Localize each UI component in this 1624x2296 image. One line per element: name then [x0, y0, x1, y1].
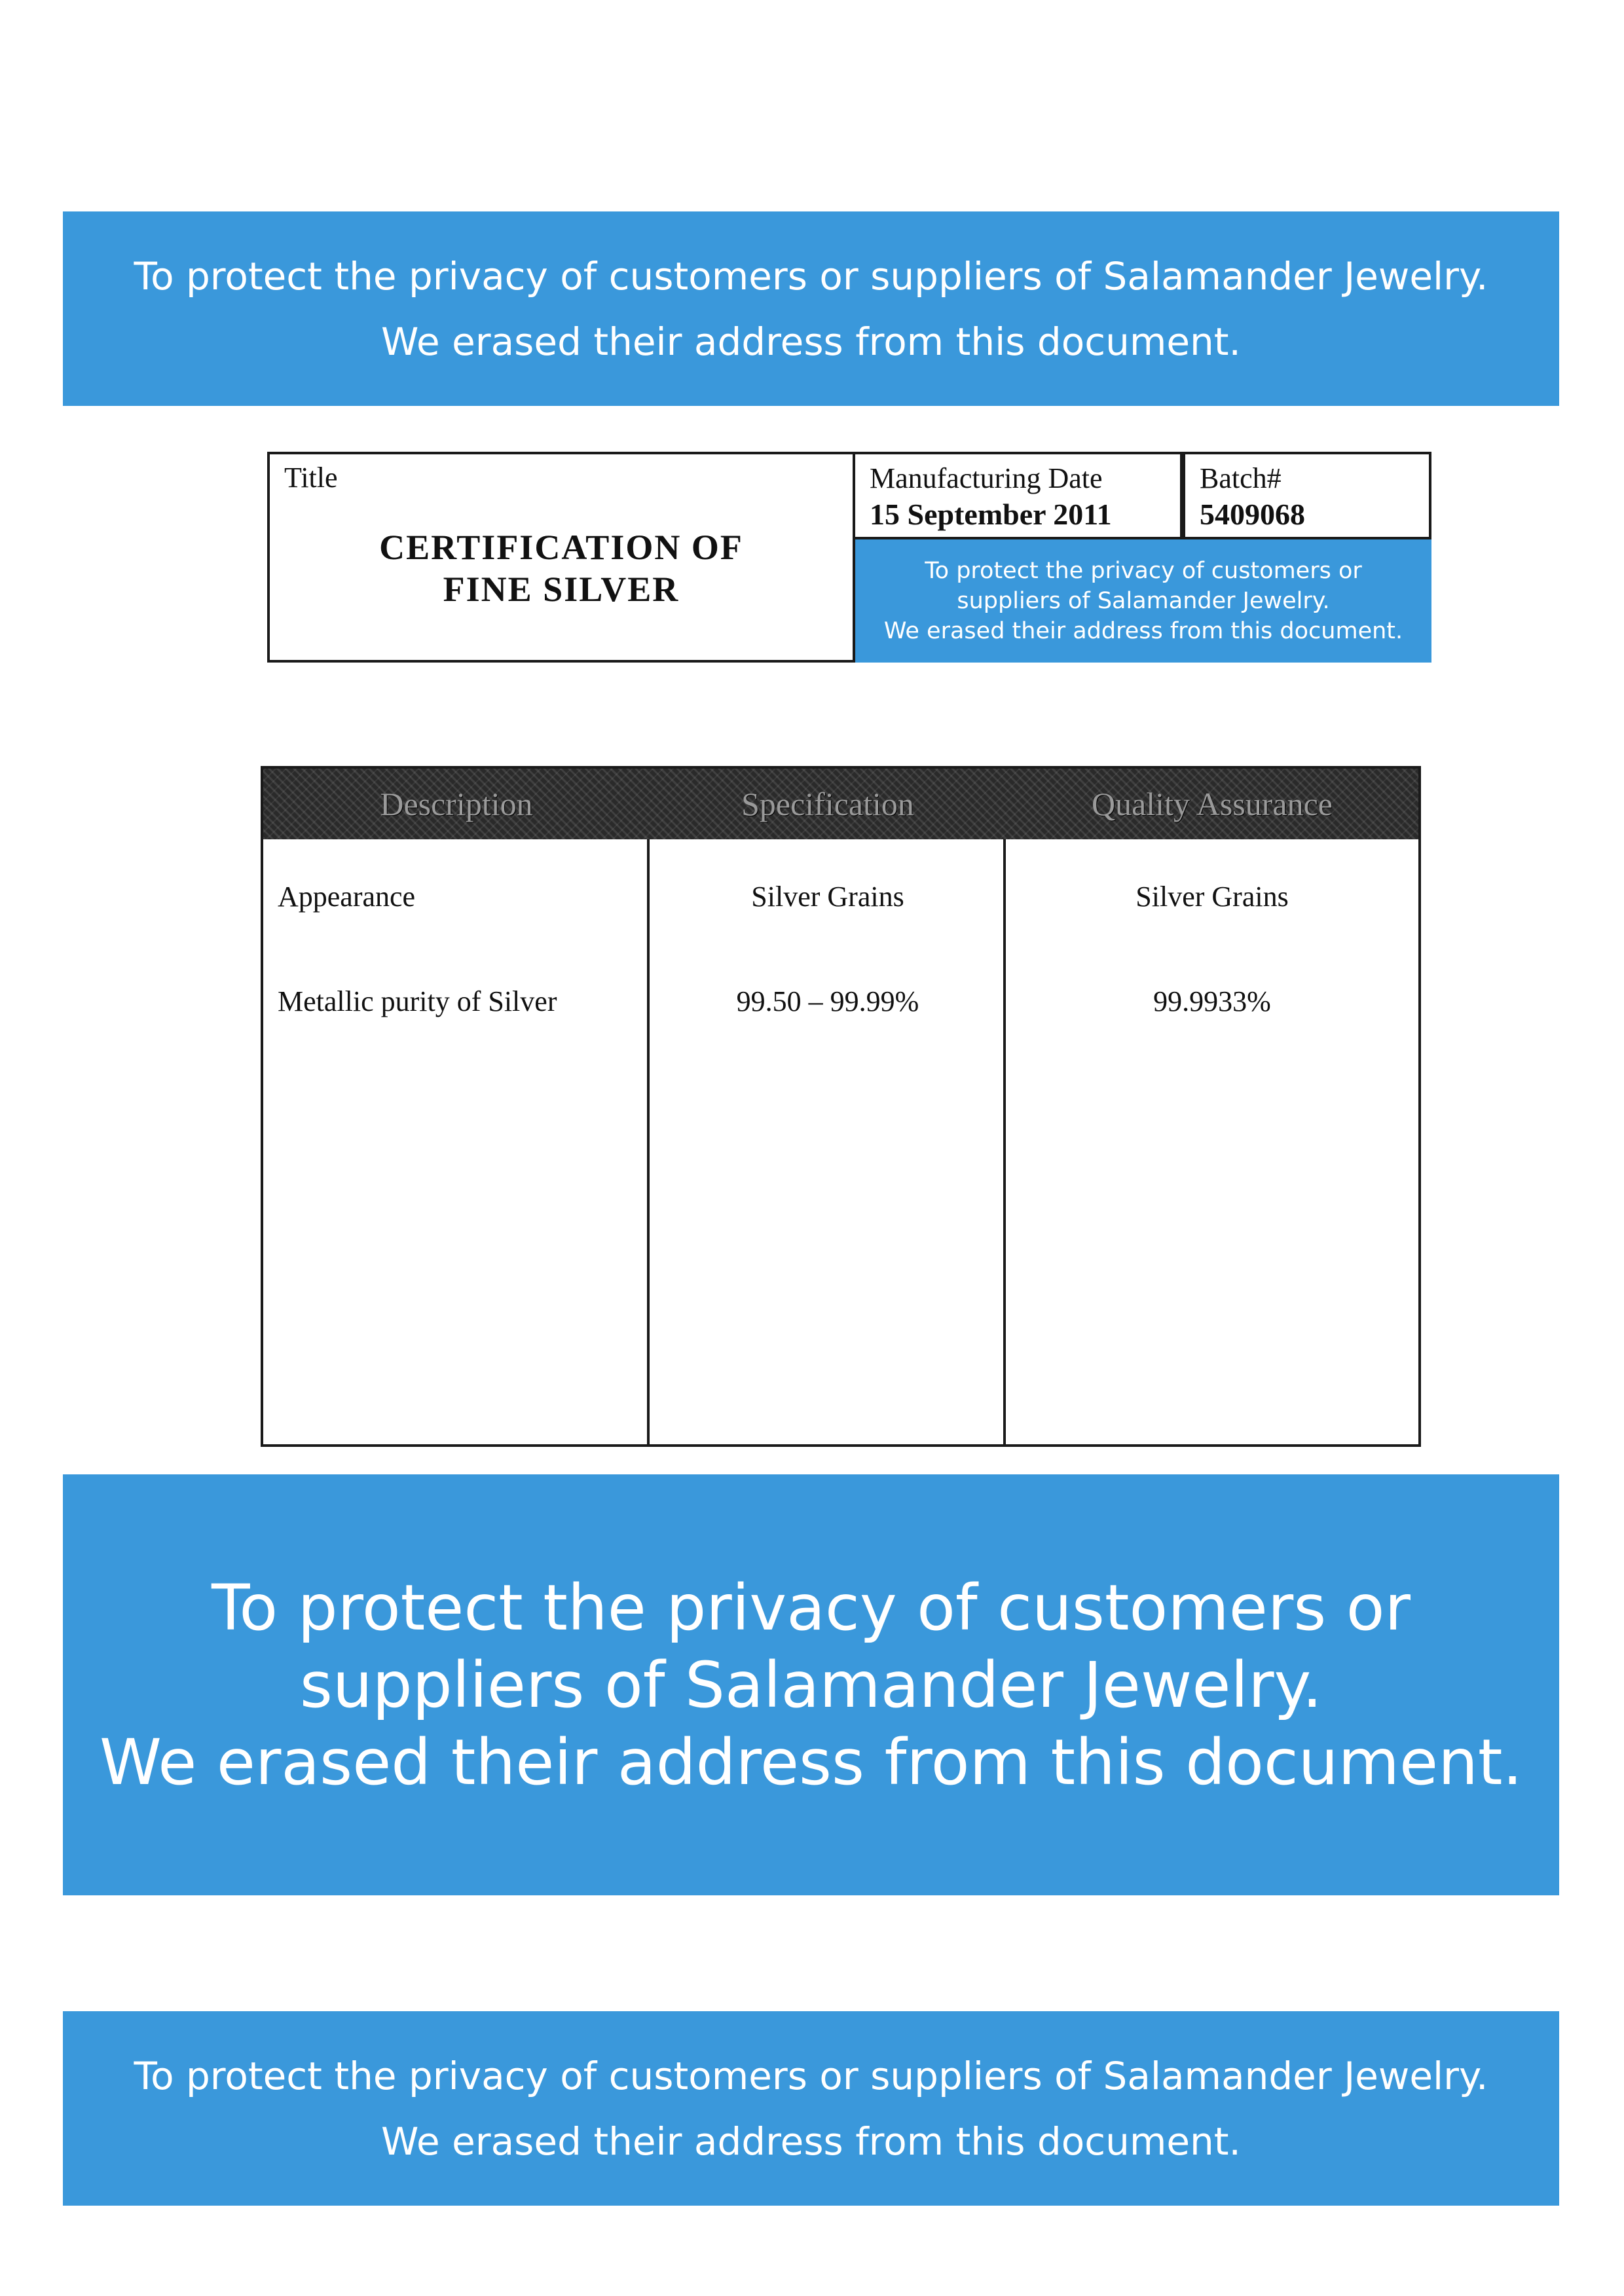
- cell-quality: Silver Grains: [1135, 881, 1289, 913]
- privacy-banner-line: We erased their address from this document.: [99, 1725, 1523, 1799]
- certificate-header: [267, 452, 1431, 665]
- batch-label: Batch#: [1200, 462, 1282, 494]
- manufacturing-date-cell: [855, 452, 1183, 539]
- batch-value: 5409068: [1200, 498, 1305, 531]
- column-divider: [1003, 839, 1006, 1444]
- cell-description: Appearance: [278, 881, 416, 913]
- cell-description: Metallic purity of Silver: [278, 985, 557, 1017]
- privacy-banner-middle: [63, 1474, 1559, 1895]
- cell-quality: 99.9933%: [1153, 985, 1271, 1017]
- column-header-description: Description: [380, 786, 533, 822]
- column-divider: [647, 839, 650, 1444]
- document-title: [270, 526, 853, 610]
- manufacturing-date-label: Manufacturing Date: [870, 462, 1103, 494]
- title-cell: [267, 452, 855, 663]
- privacy-banner-line: To protect the privacy of customers or suppliers of Salamander Jewelry.: [134, 253, 1488, 299]
- privacy-banner-line: We erased their address from this document.: [381, 319, 1241, 364]
- column-header-quality: Quality Assurance: [1092, 786, 1333, 822]
- privacy-banner-line: suppliers of Salamander Jewelry.: [299, 1648, 1323, 1722]
- privacy-banner-line: To protect the privacy of customers or: [212, 1571, 1411, 1645]
- batch-cell: [1183, 452, 1431, 539]
- cell-specification: Silver Grains: [751, 881, 904, 913]
- document-title-line: FINE SILVER: [443, 570, 680, 609]
- cell-specification: 99.50 – 99.99%: [736, 985, 919, 1017]
- privacy-banner-line: We erased their address from this document.: [883, 618, 1403, 644]
- privacy-banner-bottom: [63, 2011, 1559, 2206]
- privacy-banner-line: We erased their address from this document.: [381, 2119, 1241, 2164]
- privacy-banner-line: To protect the privacy of customers or suppliers of Salamander Jewelry.: [134, 2053, 1488, 2098]
- document-title-line: CERTIFICATION OF: [379, 528, 743, 567]
- manufacturing-date-value: 15 September 2011: [870, 498, 1112, 531]
- privacy-banner-line: suppliers of Salamander Jewelry.: [957, 588, 1330, 614]
- column-header-specification: Specification: [741, 786, 914, 822]
- privacy-banner-line: To protect the privacy of customers or: [925, 558, 1362, 584]
- specification-table: [261, 766, 1421, 1447]
- table-header: [263, 769, 1418, 839]
- privacy-banner-top: [63, 211, 1559, 406]
- title-caption: Title: [284, 462, 338, 494]
- privacy-banner-small: [855, 539, 1431, 663]
